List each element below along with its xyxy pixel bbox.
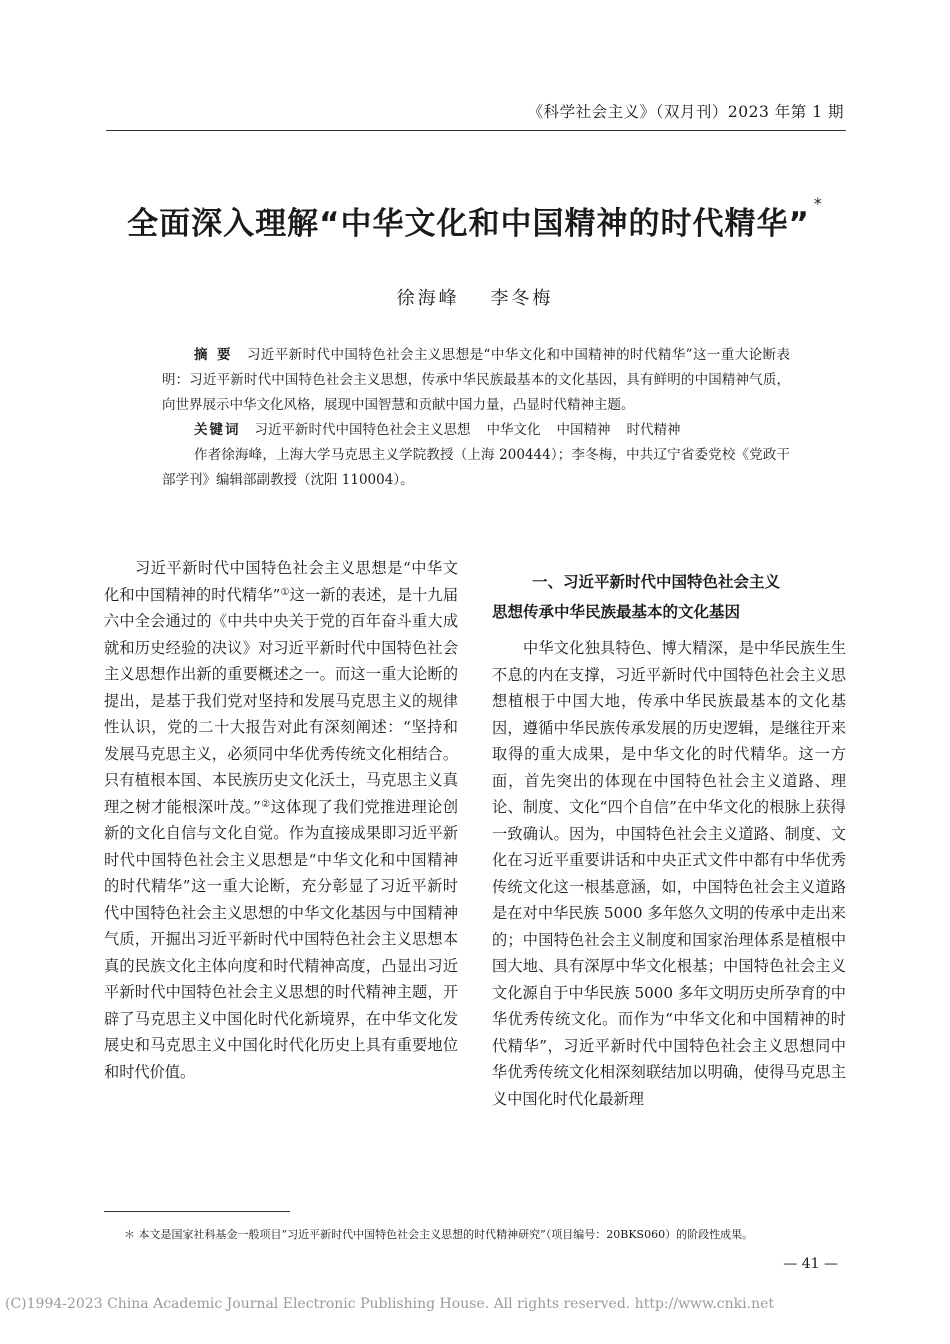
abstract-label: 摘 要 xyxy=(194,347,233,363)
section-heading-line: 一、习近平新时代中国特色社会主义 xyxy=(532,573,781,591)
footnote-rule xyxy=(104,1211,290,1212)
keyword: 时代精神 xyxy=(626,422,681,438)
section-heading xyxy=(492,567,846,627)
abstract-text: 习近平新时代中国特色社会主义思想是“中华文化和中国精神的时代精华”这一重大论断表明：习近平新时代中国特色社会主义思想，传承中华民族最基本的文化基因，具有鲜明的中国精神气质，向世界展示中华文化风格，展现中国智慧和贡献中国力量，凸显时代精神主题。 xyxy=(162,347,790,413)
footnote: ＊ 本文是国家社科基金一般项目“习近平新时代中国特色社会主义思想的时代精神研究”（项目编号：20BKS060）的阶段性成果。 xyxy=(124,1228,754,1241)
title-footnote-marker: * xyxy=(813,194,823,213)
abstract-block xyxy=(162,343,790,493)
body-text: 习近平新时代中国特色社会主义思想是“中华文化和中国精神的时代精华” xyxy=(104,559,458,604)
body-text: 这一新的表述，是十九届六中全会通过的《中共中央关于党的百年奋斗重大成就和历史经验的决议》对习近平新时代中国特色社会主义思想作出新的重要概述之一。而这一重大论断的提出，是基于我们党对坚持和发展马克思主义的规律性认识，党的二十大报告对此有深刻阐述：“坚持和发展马克思主义，必须同中华优秀传统文化相结合。只有植根本国、本民族历史文化沃土，马克思主义真理之树才能根深叶茂。” xyxy=(104,585,459,816)
article-title xyxy=(0,194,950,243)
keywords-label: 关键词 xyxy=(194,422,241,438)
section-heading-line: 思想传承中华民族最基本的文化基因 xyxy=(492,603,741,621)
title-text: 全面深入理解“中华文化和中国精神的时代精华” xyxy=(127,206,810,242)
keywords xyxy=(162,418,790,443)
author-info: 作者徐海峰，上海大学马克思主义学院教授（上海 200444）；李冬梅，中共辽宁省委党校《党政干部学刊》编辑部副教授（沈阳 110004）。 xyxy=(162,447,790,488)
right-column xyxy=(492,635,846,1112)
body-paragraph: 中华文化独具特色、博大精深，是中华民族生生不息的内在支撑，习近平新时代中国特色社会主义思想植根于中国大地，传承中华民族最基本的文化基因，遵循中华民族传承发展的历史逻辑，是继往开来取得的重大成果，是中华文化的时代精华。这一方面，首先突出的体现在中国特色社会主义道路、理论、制度、文化“四个自信”在中华文化的根脉上获得一致确认。因为，中国特色社会主义道路、制度、文化在习近平重要讲话和中央正式文件中都有中华优秀传统文化这一根基意涵，如，中国特色社会主义道路是在对中华民族 5000 多年悠久文明的传承中走出来的；中国特色社会主义制度和国家治理体系是植根中国大地、具有深厚中华文化根基；中国特色社会主义文化源自于中华民族 5000 多年文明历史所孕育的中华优秀传统文化。而作为“中华文化和中国精神的时代精华”，习近平新时代中国特色社会主义思想同中华优秀传统文化相深刻联结加以明确，使得马克思主义中国化时代化最新理 xyxy=(492,639,846,1108)
authors: 徐海峰 李冬梅 xyxy=(396,288,554,309)
body-text: 这体现了我们党推进理论创新的文化自信与文化自觉。作为直接成果即习近平新时代中国特色社会主义思想是“中华文化和中国精神的时代精华”这一重大论断，充分彰显了习近平新时代中国特色社会主义思想的中华文化基因与中国精神气质，开掘出习近平新时代中国特色社会主义思想本真的民族文化主体向度和时代精神高度，凸显出习近平新时代中国特色社会主义思想的时代精神主题，开辟了马克思主义中国化时代化新境界，在中华文化发展史和马克思主义中国化时代化历史上具有重要地位和时代价值。 xyxy=(104,797,459,1081)
body-paragraph xyxy=(104,555,458,1085)
copyright-watermark: (C)1994-2023 China Academic Journal Electronic Publishing House. All rights reserved. http://www.cnki.net xyxy=(5,1296,775,1312)
footnote-ref-2: ② xyxy=(260,798,271,810)
keyword: 中华文化 xyxy=(486,422,541,438)
abstract xyxy=(162,343,790,418)
header-rule xyxy=(106,130,846,131)
footnote-ref-1: ① xyxy=(280,586,290,598)
left-column xyxy=(104,555,458,1085)
keyword: 中国精神 xyxy=(556,422,611,438)
journal-header: 《科学社会主义》（双月刊）2023 年第 1 期 xyxy=(527,103,844,121)
page-number: — 41 — xyxy=(783,1256,838,1272)
keyword: 习近平新时代中国特色社会主义思想 xyxy=(254,422,471,438)
